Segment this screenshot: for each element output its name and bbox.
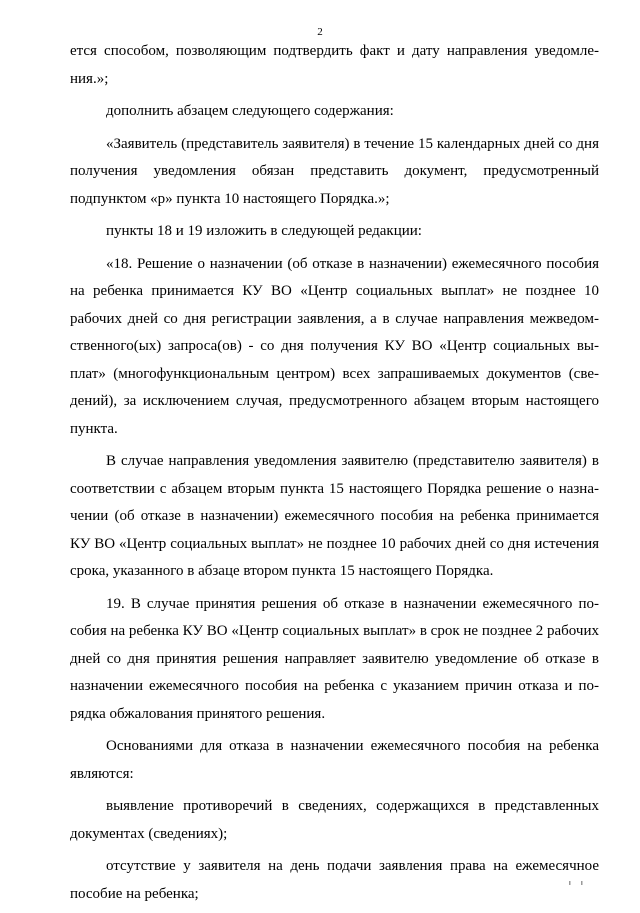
- paragraph-applicant-obligation: «Заявитель (представитель заявителя) в течение 15 календарных дней со дня получения уведомления обязан представить документ, предусмотренный подпунктом «р» пункта 10 настоящего Порядка.»;: [70, 135, 599, 207]
- paragraph-ground-contradictions: выявление противоречий в сведениях, содержащихся в представленных документах (сведениях);: [70, 798, 599, 842]
- scan-marks-decoration: [568, 880, 586, 886]
- paragraph-item-18: «18. Решение о назначении (об отказе в назначении) ежемесячного пособия на ребенка принимается КУ ВО «Центр социальных выплат» не позднее 10 рабочих дней со дня регистрации заявления, а в случае направления межведомственного(ых) запроса(ов) - со дня получения КУ ВО «Центр социальных выплат» (многофункциональным центром) всех запрашиваемых документов (сведений), за исключением случая, предусмотренного абзацем вторым настоящего пункта.: [70, 255, 599, 437]
- paragraph-items-18-19-instruction: пункты 18 и 19 изложить в следующей редакции:: [106, 223, 422, 239]
- paragraph-ground-no-right: отсутствие у заявителя на день подачи заявления права на ежемесячное пособие на ребенка;: [70, 858, 599, 902]
- paragraph-item-19: 19. В случае принятия решения об отказе в назначении ежемесячного пособия на ребенка КУ ВО «Центр социальных выплат» в срок не позднее 2 рабочих дней со дня принятия решения направляет заявителю уведомление об отказе в назначении ежемесячного пособия на ребенка с указанием причин отказа и порядка обжалования принятого решения.: [70, 595, 599, 722]
- paragraph-refusal-grounds: Основаниями для отказа в назначении ежемесячного пособия на ребенка являются:: [70, 738, 599, 782]
- page-number: 2: [317, 26, 323, 38]
- document-body: [70, 38, 599, 913]
- paragraph-continuation: ется способом, позволяющим подтвердить факт и дату направления уведомления.»;: [70, 43, 599, 87]
- paragraph-item-18-second: В случае направления уведомления заявителю (представителю заявителя) в соответствии с абзацем вторым пункта 15 настоящего Порядка решение о назначении (об отказе в назначении) ежемесячного пособия на ребенка принимается КУ ВО «Центр социальных выплат» не позднее 10 рабочих дней со дня истечения срока, указанного в абзаце втором пункта 15 настоящего Порядка.: [70, 453, 599, 579]
- paragraph-amend-instruction: дополнить абзацем следующего содержания:: [106, 103, 394, 119]
